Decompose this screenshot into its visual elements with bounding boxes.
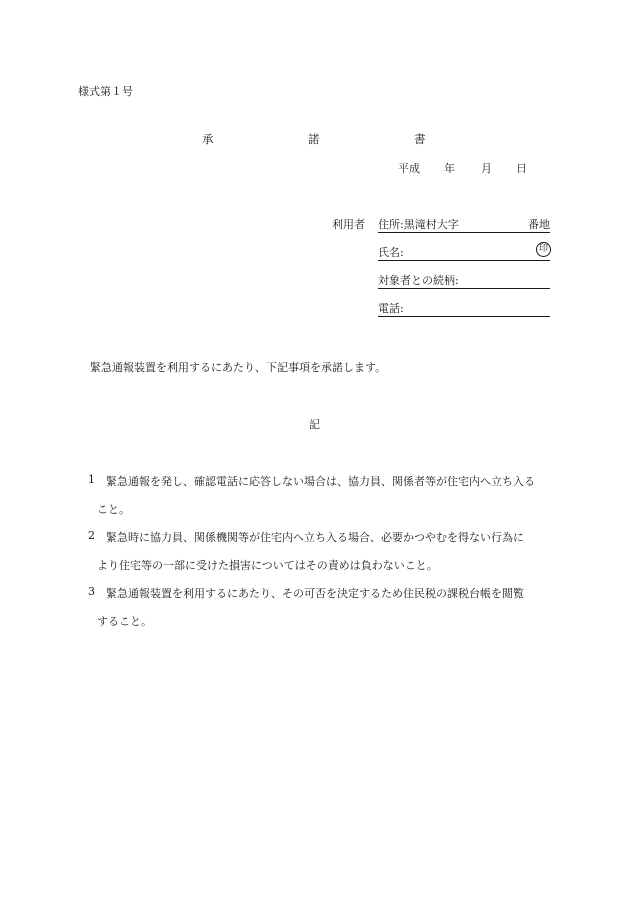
address-suffix: 番地 <box>528 218 550 231</box>
date-era: 平成 <box>398 162 420 175</box>
item-1-line-1: 緊急通報を発し、確認電話に応答しない場合は、協力員、関係者等が住宅内へ立ち入る <box>106 475 535 488</box>
ki-heading: 記 <box>309 418 320 431</box>
seal-mark: 印 <box>536 242 551 257</box>
item-2-line-1: 緊急時に協力員、関係機関等が住宅内へ立ち入る場合、必要かつやむを得ない行為に <box>106 531 524 544</box>
relation-label: 対象者との続柄: <box>378 274 459 287</box>
item-number-3: 3 <box>88 585 95 598</box>
title-char-2: 諾 <box>308 132 320 146</box>
item-3-line-1: 緊急通報装置を利用するにあたり、その可否を決定するため住民税の課税台帳を閲覧 <box>106 587 524 600</box>
item-number-2: 2 <box>88 529 95 542</box>
intro-text: 緊急通報装置を利用するにあたり、下記事項を承諾します。 <box>90 361 387 374</box>
date-year-label: 年 <box>444 162 455 175</box>
title-char-3: 書 <box>414 132 426 146</box>
item-2-line-2: より住宅等の一部に受けた損害についてはその責めは負わないこと。 <box>97 559 438 572</box>
phone-field[interactable] <box>378 300 550 317</box>
date-day-label: 日 <box>516 162 527 175</box>
address-field[interactable] <box>378 216 550 233</box>
item-number-1: 1 <box>88 473 95 486</box>
name-label: 氏名: <box>378 246 404 259</box>
form-number: 様式第１号 <box>78 85 133 98</box>
applicant-label: 利用者 <box>332 218 365 231</box>
item-3-line-2: すること。 <box>97 615 152 628</box>
relation-field[interactable] <box>378 272 550 289</box>
name-field[interactable] <box>378 244 550 261</box>
date-month-label: 月 <box>481 162 492 175</box>
phone-label: 電話: <box>378 302 404 315</box>
title-char-1: 承 <box>202 132 214 146</box>
item-1-line-2: こと。 <box>97 503 130 516</box>
address-label: 住所:黒滝村大字 <box>378 218 459 231</box>
